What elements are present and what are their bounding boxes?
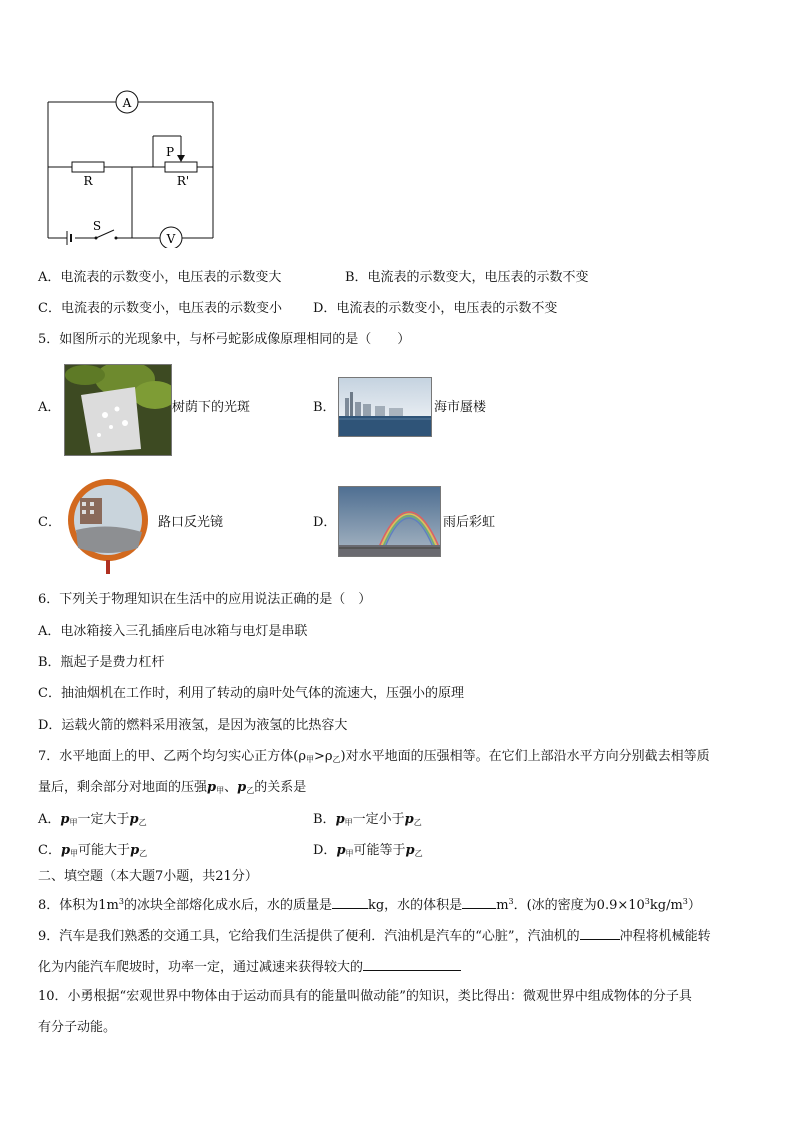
q5-a-letter: A．	[38, 400, 61, 415]
q9-line1: 9．汽车是我们熟悉的交通工具，它给我们生活提供了便利．汽油机是汽车的“心脏”，汽油机的 冲程将机械能转	[38, 926, 711, 946]
q4-option-c: C．电流表的示数变小，电压表的示数变小	[38, 301, 282, 316]
q6-option-c: C．抽油烟机在工作时，利用了转动的扇叶处气体的流速大，压强小的原理	[38, 686, 464, 701]
q9-blank-stroke[interactable]	[580, 926, 620, 940]
resistor-r2-label: R'	[176, 174, 190, 188]
q7-option-a: A．$p_甲$一定大于$p_乙$	[38, 812, 147, 827]
q5-stem: 5．如图所示的光现象中，与杯弓蛇影成像原理相同的是（ ）	[38, 332, 411, 347]
section-heading: 二、填空题（本大题7小题，共21分）	[38, 869, 258, 884]
q7-option-c: C．$p_甲$可能大于$p_乙$	[38, 843, 148, 858]
q5-c-label: 路口反光镜	[158, 515, 224, 530]
q7-line2: 量后，剩余部分对地面的压强$p_甲$、$p_乙$的关系是	[38, 780, 307, 795]
q8-line: 8．体积为$1m^3$的冰块全部熔化成水后，水的质量是 kg，水的体积是 $m^3$．(冰的密度为$0.9\times 10^3kg/m^3$）	[38, 897, 701, 913]
leaf-shadow-photo	[64, 364, 172, 456]
q4-option-a: A．电流表的示数变小，电压表的示数变大	[38, 270, 282, 285]
q7-line1: 7．水平地面上的甲、乙两个均匀实心正方体$(\rho_甲>\rho_乙)$对水平地面的压强相等。在它们上部沿水平方向分别截去相等质	[38, 749, 710, 764]
rainbow-photo	[338, 486, 441, 557]
q5-a-label: 树荫下的光斑	[172, 400, 251, 415]
q5-b-letter: B．	[313, 400, 336, 415]
q4-option-d: D．电流表的示数变小，电压表的示数不变	[313, 301, 558, 316]
q5-b-label: 海市蜃楼	[434, 400, 487, 415]
q6-stem: 6．下列关于物理知识在生活中的应用说法正确的是（ ）	[38, 592, 372, 607]
q8-blank-volume[interactable]	[462, 895, 496, 909]
q6-option-d: D．运载火箭的燃料采用液氢，是因为液氢的比热容大	[38, 718, 348, 733]
q5-d-letter: D．	[313, 515, 337, 530]
q9-line2: 化为内能汽车爬坡时，功率一定，通过减速来获得较大的	[38, 957, 461, 977]
voltmeter-label: V	[166, 232, 176, 246]
resistor-r-label: R	[83, 174, 93, 188]
q5-d-label: 雨后彩虹	[443, 515, 496, 530]
ammeter-label: A	[122, 96, 132, 110]
convex-mirror-photo	[64, 478, 156, 574]
q6-option-b: B．瓶起子是费力杠杆	[38, 655, 165, 670]
switch-label: S	[92, 219, 102, 233]
q10-line1: 10．小勇根据“宏观世界中物体由于运动而具有的能量叫做动能”的知识，类比得出：微观世界中组成物体的分子具	[38, 989, 692, 1004]
q6-option-a: A．电冰箱接入三孔插座后电冰箱与电灯是串联	[38, 624, 308, 639]
slider-label: P	[165, 145, 175, 159]
q4-option-b: B．电流表的示数变大，电压表的示数不变	[345, 270, 589, 285]
q7-option-b: B．$p_甲$一定小于$p_乙$	[313, 812, 422, 827]
q7-option-d: D．$p_甲$可能等于$p_乙$	[313, 843, 423, 858]
q9-blank-force[interactable]	[363, 957, 461, 971]
q8-blank-mass[interactable]	[332, 895, 368, 909]
q10-line2: 有分子动能。	[38, 1020, 117, 1035]
q5-c-letter: C．	[38, 515, 61, 530]
circuit-diagram	[40, 88, 220, 248]
mirage-photo	[338, 377, 432, 437]
